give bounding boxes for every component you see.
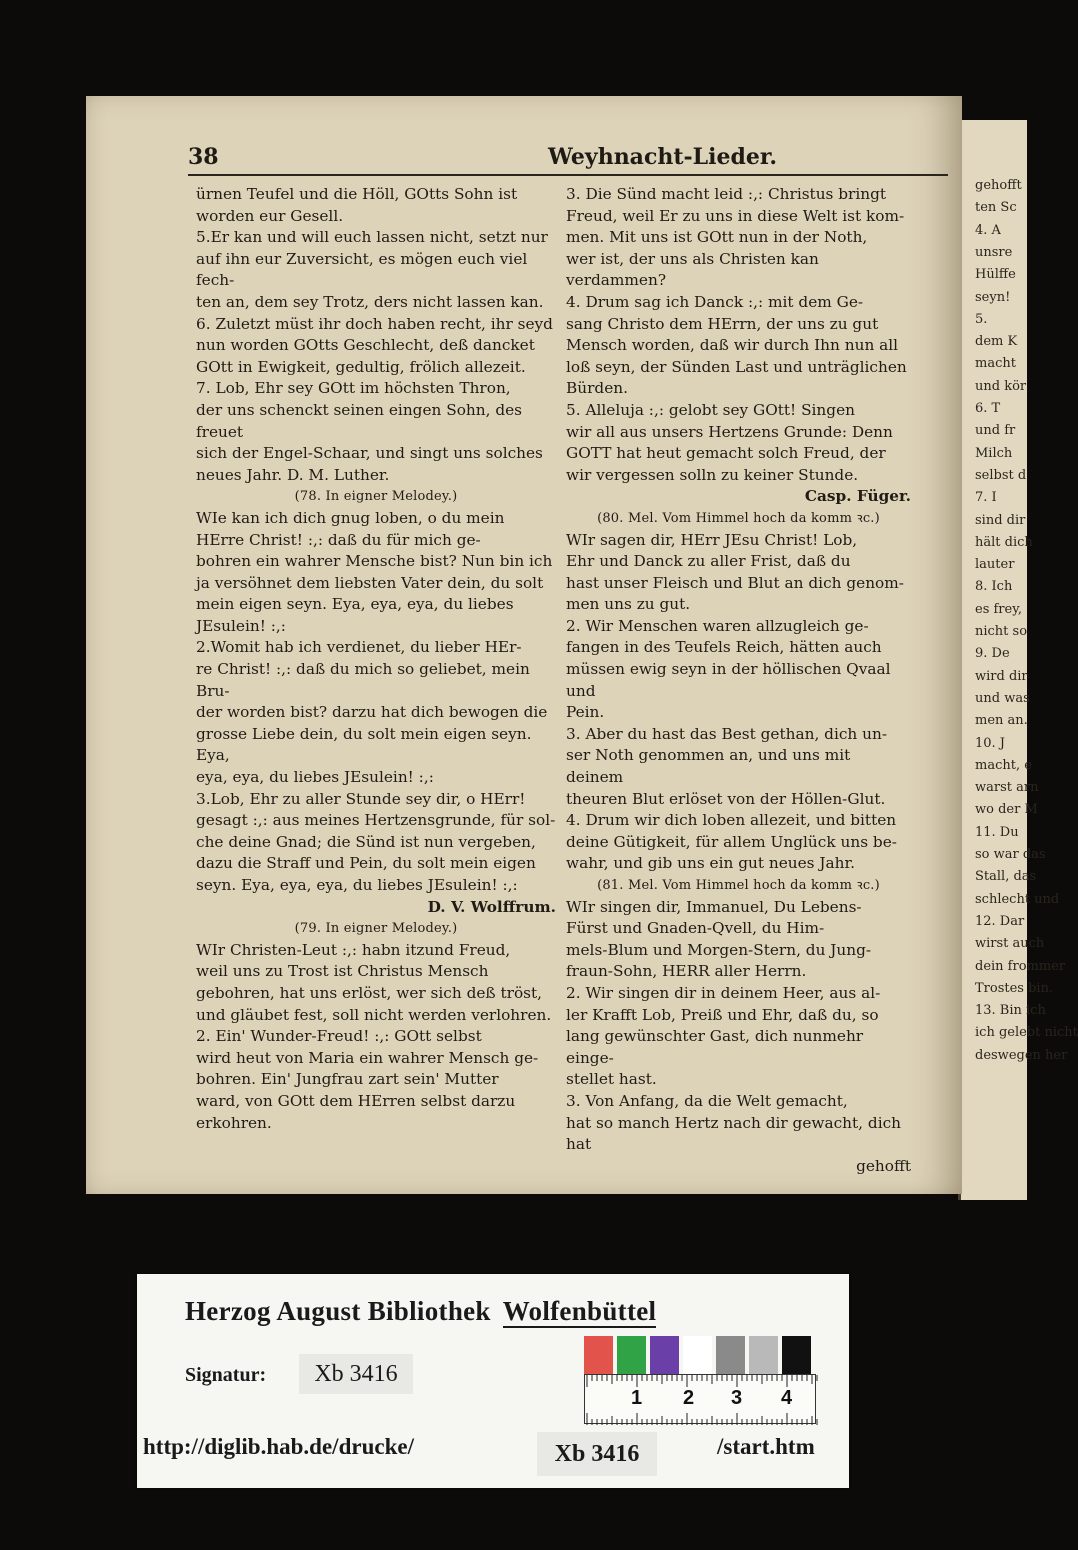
color-swatch (716, 1336, 745, 1374)
text-line: Mensch worden, daß wir durch Ihn nun all (566, 336, 899, 355)
text-line: (78. In eigner Melodey.) (294, 489, 458, 505)
text-line: sang Christo dem HErrn, der uns zu gut (566, 314, 879, 333)
facing-text-fragment: wo der M (975, 802, 1038, 818)
text-line: 3. Von Anfang, da die Welt gemacht, (566, 1091, 848, 1110)
facing-text-fragment: gehofft (975, 178, 1022, 193)
text-line: ürnen Teufel und die Höll, GOtts Sohn ist (196, 185, 518, 203)
text-line: grosse Liebe dein, du solt mein eigen seyn. Eya, (196, 724, 532, 765)
text-line: re Christ! :,: daß du mich so geliebet, mein Bru- (196, 660, 530, 700)
facing-text-fragment: und was (975, 690, 1030, 706)
text-line: Bürden. (566, 379, 628, 398)
text-line: 2. Wir Menschen waren allzugleich ge- (566, 616, 869, 635)
text-line: loß seyn, der Sünden Last und unträglichen (566, 357, 907, 376)
text-line: deine Gütigkeit, für allem Unglück uns be- (566, 832, 897, 851)
text-line: che deine Gnad; die Sünd ist nun vergeben, (196, 832, 536, 851)
ruler-number: 1 (631, 1387, 643, 1409)
text-line: WIr singen dir, Immanuel, Du Lebens- (566, 897, 862, 916)
facing-text-fragment: 7. I (975, 490, 997, 506)
text-line: der uns schenckt seinen eingen Sohn, des freuet (196, 400, 523, 441)
facing-text-fragment: schlecht und (975, 891, 1060, 907)
text-line: gehofft (856, 1156, 911, 1175)
text-line: seyn. Eya, eya, eya, du liebes JEsulein! :,: (196, 876, 518, 894)
text-line: müssen ewig seyn in der höllischen Qvaal und (566, 660, 891, 700)
text-line: Freud, weil Er zu uns in diese Welt ist kom- (566, 206, 905, 225)
text-line: sich der Engel-Schaar, und singt uns solches (196, 444, 543, 463)
text-line: 3. Aber du hast das Best gethan, dich un- (566, 724, 888, 743)
facing-text-fragment: Hülffe (975, 267, 1016, 283)
text-line: hast unser Fleisch und Blut an dich genom- (566, 573, 904, 592)
text-line: JEsulein! :,: (196, 616, 286, 635)
facing-text-fragment: 12. Dar (975, 913, 1025, 929)
facing-text-fragment: 8. Ich (975, 579, 1013, 595)
running-title: Weyhnacht-Lieder. (548, 144, 778, 170)
text-line: fraun-Sohn, HERR aller Herrn. (566, 962, 807, 981)
text-line: und gläubet fest, soll nicht werden verlohren. (196, 1005, 552, 1024)
facing-text-fragment: Milch (975, 445, 1013, 461)
text-line: ser Noth genommen an, und uns mit deinem (566, 746, 851, 787)
facing-text-fragment: 13. Bin ich (975, 1003, 1046, 1019)
text-line: nun worden GOtts Geschlecht, deß dancket (196, 336, 535, 355)
signature-label: Signatur: (185, 1364, 267, 1386)
color-swatch (584, 1336, 613, 1374)
facing-page (958, 120, 1078, 1200)
signature-value: Xb 3416 (299, 1354, 413, 1394)
text-line: WIr sagen dir, HErr JEsu Christ! Lob, (566, 530, 858, 549)
text-line: weil uns zu Trost ist Christus Mensch (196, 962, 489, 981)
facing-text-fragment: 10. J (975, 735, 1006, 751)
text-line: eya, eya, du liebes JEsulein! :,: (196, 768, 434, 787)
facing-text-fragment: und fr (975, 423, 1016, 439)
facing-text-fragment: hält dich (975, 534, 1033, 550)
color-swatch (782, 1336, 811, 1374)
color-swatch (749, 1336, 778, 1374)
color-swatch (650, 1336, 679, 1374)
left-column (196, 184, 556, 1134)
facing-text-fragment: seyn! (975, 289, 1011, 305)
text-line: theuren Blut erlöset von der Höllen-Glut. (566, 789, 886, 808)
facing-text-fragment: macht, e (975, 757, 1032, 773)
text-line: lang gewünschter Gast, dich nunmehr einge- (566, 1027, 864, 1067)
text-line: GOtt in Ewigkeit, gedultig, frölich allezeit. (196, 357, 526, 376)
facing-text-fragment: Stall, das (975, 869, 1037, 885)
ruler-number: 4 (781, 1387, 793, 1409)
text-line: (79. In eigner Melodey.) (294, 921, 458, 937)
url-prefix: http://diglib.hab.de/drucke/ (143, 1434, 414, 1459)
text-line: 5.Er kan und will euch lassen nicht, setzt nur (196, 228, 548, 247)
text-line: ja versöhnet dem liebsten Vater dein, du solt (196, 573, 544, 592)
text-line: 4. Drum sag ich Danck :,: mit dem Ge- (566, 292, 864, 311)
text-line: 4. Drum wir dich loben allezeit, und bitten (566, 811, 897, 830)
text-line: WIr Christen-Leut :,: habn itzund Freud, (196, 940, 511, 959)
text-line: Fürst und Gnaden-Qvell, du Him- (566, 919, 825, 938)
text-line: men uns zu gut. (566, 595, 691, 614)
facing-text-fragment: dem K (975, 334, 1018, 350)
ruler-number: 3 (731, 1387, 743, 1409)
facing-text-fragment: es frey, (975, 601, 1022, 617)
library-header (185, 1296, 656, 1327)
ruler-scale (584, 1374, 816, 1424)
facing-text-fragment: warst arn (975, 780, 1039, 796)
facing-text-fragment: lauter (975, 557, 1015, 573)
text-line: (81. Mel. Vom Himmel hoch da komm ꝛc.) (597, 878, 880, 893)
facing-text-fragment: unsre (975, 244, 1013, 260)
text-line: GOTT hat heut gemacht solch Freud, der (566, 444, 886, 463)
text-line: mein eigen seyn. Eya, eya, eya, du liebes (196, 595, 514, 614)
facing-text-fragment: selbst d (975, 467, 1027, 483)
facing-text-fragment: nicht so (975, 624, 1028, 639)
facing-text-fragment: ten Sc (975, 200, 1017, 216)
text-line: Ehr und Danck zu aller Frist, daß du (566, 552, 851, 571)
text-line: Pein. (566, 703, 605, 722)
text-line: 5. Alleluja :,: gelobt sey GOtt! Singen (566, 400, 855, 419)
facing-text-fragment: 11. Du (975, 824, 1019, 840)
text-line: ler Krafft Lob, Preiß und Ehr, daß du, so (566, 1005, 879, 1024)
text-line: 2.Womit hab ich verdienet, du lieber HEr- (196, 638, 522, 657)
page-number: 38 (188, 144, 219, 170)
facing-text-fragment: deswegen her (975, 1047, 1068, 1063)
text-line: stellet hast. (566, 1070, 657, 1089)
library-name: Herzog August Bibliothek (185, 1296, 491, 1326)
text-line: 3.Lob, Ehr zu aller Stunde sey dir, o HErr! (196, 789, 526, 808)
text-line: gebohren, hat uns erlöst, wer sich deß tröst, (196, 983, 543, 1002)
facing-text-fragment: 9. De (975, 646, 1010, 662)
running-head (188, 144, 948, 176)
facing-text-fragment: 6. T (975, 401, 1001, 416)
color-swatch (683, 1336, 712, 1374)
facing-text-fragment: 5. (975, 311, 988, 327)
text-line: worden eur Gesell. (196, 206, 344, 225)
text-line: fangen in des Teufels Reich, hätten auch (566, 638, 882, 657)
text-line: (80. Mel. Vom Himmel hoch da komm ꝛc.) (597, 510, 880, 526)
text-line: bohren ein wahrer Mensche bist? Nun bin ich (196, 552, 553, 571)
text-line: ten an, dem sey Trotz, ders nicht lassen kan. (196, 292, 544, 311)
color-swatch (617, 1336, 646, 1374)
facing-text-fragment: 4. A (975, 222, 1001, 238)
facing-text-fragment: und kör (975, 378, 1027, 394)
text-line: mels-Blum und Morgen-Stern, du Jung- (566, 940, 872, 959)
text-line: gesagt :,: aus meines Hertzensgrunde, für sol- (196, 811, 556, 830)
facing-text-fragment: Trostes bin. (975, 980, 1054, 996)
text-line: men. Mit uns ist GOtt nun in der Noth, (566, 228, 868, 247)
facing-text-fragment: men an. (975, 713, 1028, 729)
ruler-number: 2 (683, 1387, 695, 1409)
facing-text-fragment: so war das (975, 847, 1046, 862)
facing-text-fragment: wird dir (975, 668, 1028, 684)
text-line: 7. Lob, Ehr sey GOtt im höchsten Thron, (196, 379, 511, 398)
text-line: wir vergessen solln zu keiner Stunde. (566, 465, 859, 484)
text-line: WIe kan ich dich gnug loben, o du mein (196, 508, 505, 527)
text-line: neues Jahr. D. M. Luther. (196, 465, 390, 484)
url-suffix: /start.htm (717, 1434, 815, 1459)
library-city: Wolfenbüttel (502, 1296, 657, 1326)
facing-text-fragment: dein frommer (975, 958, 1066, 974)
facing-text-fragment: sind dir (975, 512, 1026, 528)
text-line: wer ist, der uns als Christen kan verdammen? (566, 249, 819, 290)
text-line: HErre Christ! :,: daß du für mich ge- (196, 530, 481, 549)
library-card (137, 1274, 849, 1488)
color-calibration-ruler (584, 1336, 816, 1428)
text-line: wird heut von Maria ein wahrer Mensch ge- (196, 1048, 539, 1067)
text-line: D. V. Wolffrum. (427, 897, 556, 916)
text-line: ward, von GOtt dem HErren selbst darzu (196, 1091, 516, 1110)
text-line: hat so manch Hertz nach dir gewacht, dich hat (566, 1113, 902, 1154)
text-line: bohren. Ein' Jungfrau zart sein' Mutter (196, 1070, 499, 1089)
text-line: der worden bist? darzu hat dich bewogen die (196, 703, 548, 722)
text-line: erkohren. (196, 1113, 272, 1132)
text-line: wir all aus unsers Hertzens Grunde: Denn (566, 422, 893, 441)
facing-text-fragment: ich gelebt nicht (975, 1025, 1078, 1041)
text-line: 2. Wir singen dir in deinem Heer, aus al- (566, 983, 881, 1002)
right-column (566, 184, 911, 1177)
book-page (86, 96, 962, 1194)
text-line: dazu die Straff und Pein, du solt mein eigen (196, 854, 536, 873)
text-line: 6. Zuletzt müst ihr doch haben recht, ihr seyd (196, 314, 553, 333)
facing-text-fragment: macht (975, 356, 1016, 372)
text-line: Casp. Füger. (804, 487, 911, 506)
text-line: auf ihn eur Zuversicht, es mögen euch viel fech- (196, 249, 528, 290)
facing-text-fragment: wirst auch (975, 936, 1045, 952)
text-line: 3. Die Sünd macht leid :,: Christus bringt (566, 185, 887, 203)
text-line: wahr, und gib uns ein gut neues Jahr. (566, 854, 855, 873)
text-line: 2. Ein' Wunder-Freud! :,: GOtt selbst (196, 1027, 482, 1046)
url-id: Xb 3416 (537, 1432, 657, 1476)
